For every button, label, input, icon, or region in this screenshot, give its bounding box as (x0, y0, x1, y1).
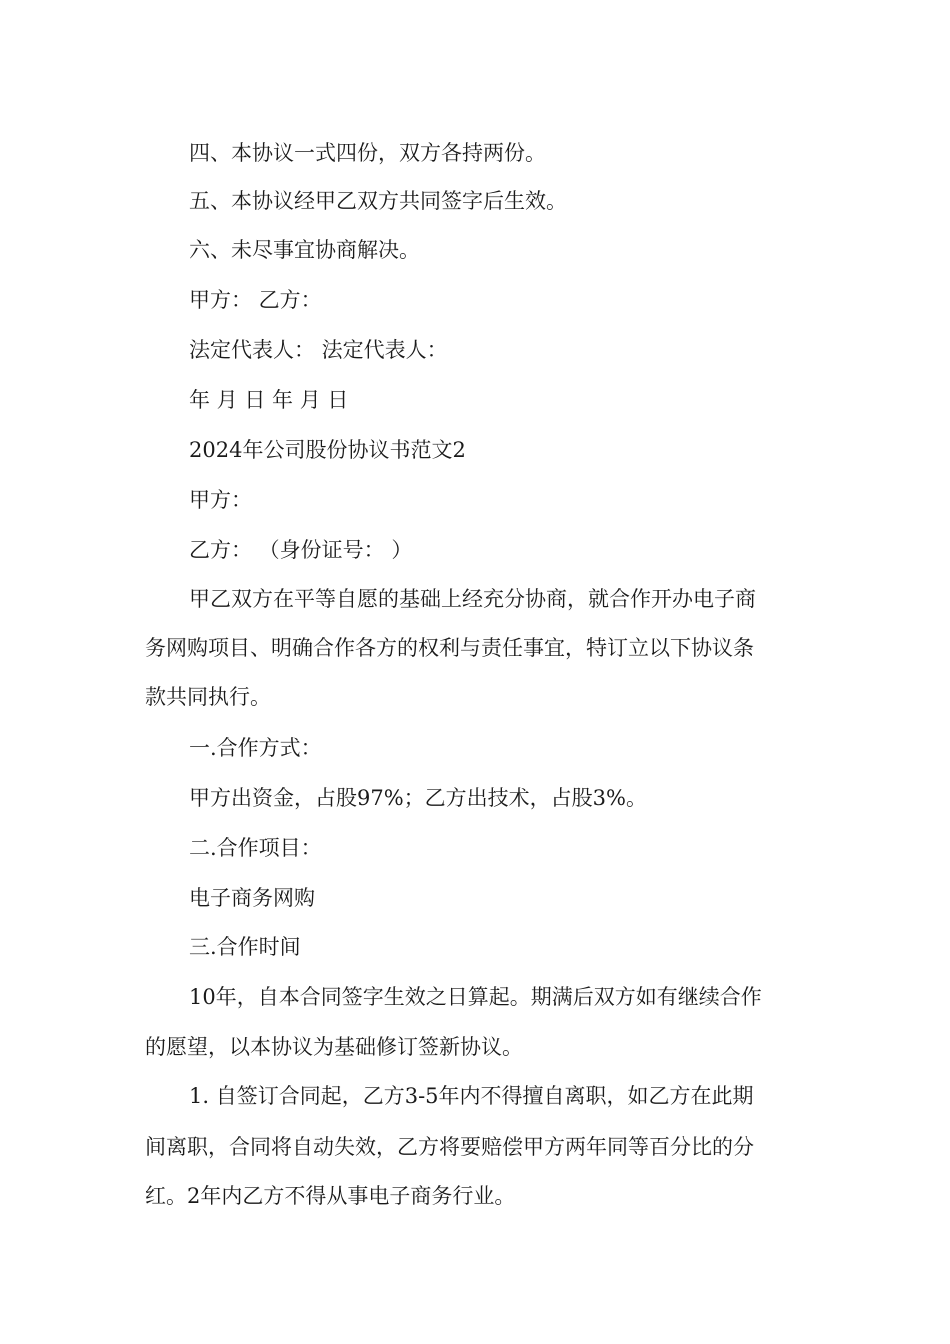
clause-four: 四、本协议一式四份，双方各持两份。 (189, 141, 546, 165)
party-signature-line: 甲方： 乙方： (189, 288, 322, 312)
cooperation-project-text: 电子商务网购 (189, 886, 315, 910)
intro-paragraph-line-2: 务网购项目、明确合作各方的权利与责任事宜，特订立以下协议条 (145, 636, 754, 660)
intro-paragraph-line-1: 甲乙双方在平等自愿的基础上经充分协商，就合作开办电子商 (189, 587, 756, 611)
clause-five: 五、本协议经甲乙双方共同签字后生效。 (189, 189, 567, 213)
clause-six: 六、未尽事宜协商解决。 (189, 238, 420, 262)
legal-representative-line: 法定代表人： 法定代表人： (189, 338, 448, 362)
party-a-line: 甲方： (189, 488, 252, 512)
term-one-line-1: 1. 自签订合同起，乙方3-5年内不得擅自离职，如乙方在此期 (189, 1084, 754, 1108)
cooperation-project-heading: 二.合作项目： (189, 836, 322, 860)
intro-paragraph-line-3: 款共同执行。 (145, 685, 271, 709)
cooperation-method-text: 甲方出资金，占股97%；乙方出技术，占股3%。 (189, 786, 647, 810)
term-one-line-2: 间离职，合同将自动失效，乙方将要赔偿甲方两年同等百分比的分 (145, 1135, 754, 1159)
date-line: 年 月 日 年 月 日 (189, 388, 349, 412)
section-heading: 2024年公司股份协议书范文2 (189, 438, 466, 462)
cooperation-time-line-2: 的愿望，以本协议为基础修订签新协议。 (145, 1035, 523, 1059)
party-b-line: 乙方： （身份证号： ） (189, 538, 413, 562)
cooperation-time-line-1: 10年，自本合同签字生效之日算起。期满后双方如有继续合作 (189, 985, 762, 1009)
cooperation-method-heading: 一.合作方式： (189, 736, 322, 760)
cooperation-time-heading: 三.合作时间 (189, 935, 301, 959)
term-one-line-3: 红。2年内乙方不得从事电子商务行业。 (145, 1184, 516, 1208)
